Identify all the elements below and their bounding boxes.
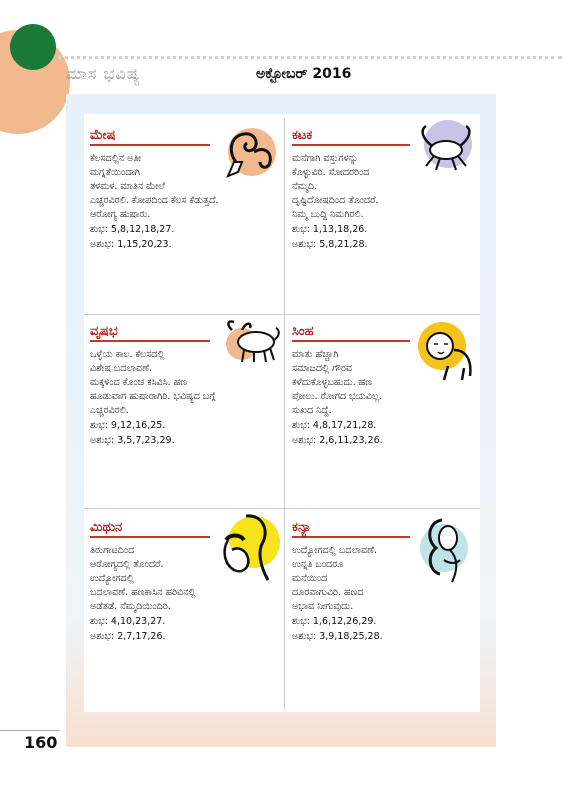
unlucky-dates: ಅಶುಭ: 2,7,17,26. xyxy=(90,631,166,642)
sign-name: ಕನ್ಯಾ xyxy=(292,520,312,535)
dotted-rule xyxy=(58,56,562,59)
prediction-line: ತಿರುಗಾಟದಿಂದ xyxy=(90,545,135,556)
prediction-line: ಅಡೆತಡೆ. ನೆಮ್ಮದಿಯಿಂದಿರಿ. xyxy=(90,601,171,612)
prediction-line: ಮಕ್ಕಳಿಂದ ಕೊಂಚ ಕಸಿವಿಸಿ. ಹಣ xyxy=(90,377,188,388)
prediction-line: ಕೆಲಸದಲ್ಲಿನ ಅತೀ xyxy=(90,153,142,164)
sign-name: ಸಿಂಹ xyxy=(292,324,314,339)
prediction-line: ಸುಖದ ನಿದ್ದೆ. xyxy=(292,405,332,416)
prediction-line: ಉನ್ನತಿ ಬಂದರೂ xyxy=(292,559,344,570)
sign-name: ಮೇಷ xyxy=(90,128,116,143)
row-divider xyxy=(84,508,480,509)
row-divider xyxy=(84,314,480,315)
lion-icon xyxy=(414,316,482,390)
unlucky-dates: ಅಶುಭ: 5,8,21,28. xyxy=(292,239,368,250)
prediction-line: ಕಳೆದುಕೊಳ್ಳಬಹುದು. ಹಣ xyxy=(292,377,372,388)
prediction-line: ದೃಷ್ಟಿದೋಷದಿಂದ ತೊಂದರೆ. xyxy=(292,195,379,206)
maiden-icon xyxy=(414,512,476,596)
prediction-line: ಬದಲಾವಣೆ. ಹಣಕಾಸಿನ ಹರಿವಿನಲ್ಲಿ xyxy=(90,587,196,598)
lucky-dates: ಶುಭ: 9,12,16,25. xyxy=(90,420,166,431)
lucky-dates: ಶುಭ: 1,13,18,26. xyxy=(292,224,368,235)
month-heading: ಅಕ್ಟೋಬರ್ 2016 xyxy=(256,66,352,82)
twins-icon xyxy=(212,510,280,590)
prediction-line: ಕೊಳ್ಳುವಿರಿ. ಸೋದರರಿಂದ xyxy=(292,167,370,178)
sign-underline xyxy=(90,144,210,146)
prediction-line: ಎಚ್ಚರವಿರಲಿ. ಕೋಪದಿಂದ ಕೆಲಸ ಕೆಡುತ್ತದೆ. xyxy=(90,195,219,206)
prediction-line: ಒಳ್ಳೆಯ ಕಾಲ. ಕೆಲಸದಲ್ಲಿ xyxy=(90,349,165,360)
page-number-block xyxy=(0,730,60,752)
prediction-line: ದೂರವಾಗುವಿರಿ. ಹಣದ xyxy=(292,587,364,598)
prediction-line: ಪೋಲು. ರೋಗದ ಭಯವಿಲ್ಲ. xyxy=(292,391,383,402)
prediction-line: ಮಾತು ಹೆಚ್ಚಾಗಿ xyxy=(292,349,339,360)
sign-name: ಮಿಥುನ xyxy=(90,520,123,535)
prediction-line: ಸಮಾಜದಲ್ಲಿ ಗೌರವ xyxy=(292,363,352,374)
unlucky-dates: ಅಶುಭ: 3,5,7,23,29. xyxy=(90,435,175,446)
prediction-line: ತಳಮಳ. ಮಾತಿನ ಮೇಲೆ xyxy=(90,181,165,192)
section-title: ಮಾಸ ಭವಿಷ್ಯ xyxy=(66,64,141,83)
prediction-line: ಮನೆಗಾಗಿ ವಸ್ತುಗಳನ್ನು xyxy=(292,153,359,164)
prediction-line: ಆರೋಗ್ಯ ಹುಷಾರು. xyxy=(90,209,151,220)
decorative-green-circle xyxy=(10,24,56,70)
lucky-dates: ಶುಭ: 4,8,17,21,28. xyxy=(292,420,377,431)
column-divider xyxy=(284,118,285,710)
sign-underline xyxy=(292,340,410,342)
bull-icon xyxy=(220,318,282,368)
prediction-line: ನೆಮ್ಮದಿ. xyxy=(292,181,318,192)
prediction-line: ಹೂಡುವಾಗ ಹುಷಾರಾಗಿರಿ. ಭವಿಷ್ಯದ ಬಗ್ಗೆ xyxy=(90,391,216,402)
sign-underline xyxy=(292,144,410,146)
prediction-line: ವಿಶೇಷ ಬದಲಾವಣೆ. xyxy=(90,363,153,374)
ram-icon xyxy=(214,122,278,190)
sign-underline xyxy=(90,340,210,342)
unlucky-dates: ಅಶುಭ: 1,15,20,23. xyxy=(90,239,172,250)
prediction-line: ಅಭಾವ ನೀಗುವುದು. xyxy=(292,601,354,612)
lucky-dates: ಶುಭ: 1,6,12,26,29. xyxy=(292,616,377,627)
sign-underline xyxy=(292,536,410,538)
sign-name: ಕಟಕ xyxy=(292,128,313,143)
lucky-dates: ಶುಭ: 5,8,12,18,27. xyxy=(90,224,175,235)
prediction-line: ಉದ್ಯೋಗದಲ್ಲಿ ಬದಲಾವಣೆ. xyxy=(292,545,378,556)
prediction-line: ಎಚ್ಚರವಿರಲಿ. xyxy=(90,405,129,416)
page-number: 160 xyxy=(24,733,58,752)
unlucky-dates: ಅಶುಭ: 2,6,11,23,26. xyxy=(292,435,383,446)
sign-name: ವೃಷಭ xyxy=(90,324,118,339)
crab-icon xyxy=(412,116,478,182)
unlucky-dates: ಅಶುಭ: 3,9,18,25,28. xyxy=(292,631,383,642)
lucky-dates: ಶುಭ: 4,10,23,27. xyxy=(90,616,166,627)
prediction-line: ಆರೋಗ್ಯದಲ್ಲಿ ತೊಂದರೆ. xyxy=(90,559,164,570)
prediction-line: ಮನೆಯಿಂದ xyxy=(292,573,328,584)
prediction-line: ನಿಮ್ಮ ಬುದ್ಧಿ ನಿಮಗಿರಲಿ. xyxy=(292,209,364,220)
prediction-line: ಮಗ್ನತೆಯಿಂದಾಗಿ xyxy=(90,167,140,178)
prediction-line: ಉದ್ಯೋಗದಲ್ಲಿ xyxy=(90,573,134,584)
sign-underline xyxy=(90,536,210,538)
